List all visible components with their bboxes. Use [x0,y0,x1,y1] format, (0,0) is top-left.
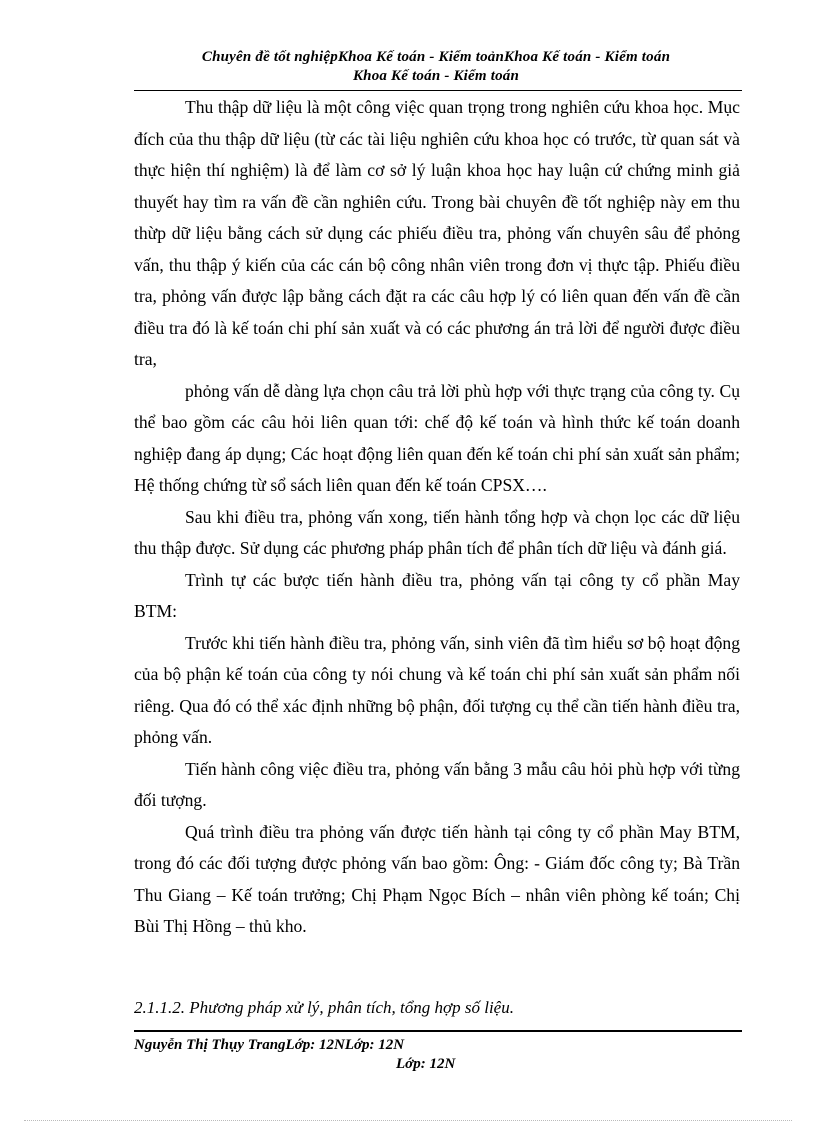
paragraph: phỏng vấn dễ dàng lựa chọn câu trả lời phù hợp với thực trạng của công ty. Cụ thể bao gồm các câu hỏi liên quan tới: chế độ kế toán và hình thức kế toán doanh nghiệp đang áp dụng; Các hoạt động liên quan đến kế toán chi phí sản xuất sản phẩm; Hệ thống chứng từ sổ sách liên quan đến kế toán CPSX…. [134,380,740,495]
section-heading: 2.1.1.2. Phương pháp xử lý, phân tích, tổng hợp số liệu. [134,998,514,1017]
page-header [130,48,742,86]
header-line-2: Khoa Kế toán - Kiểm toán [352,68,520,84]
paragraph: Quá trình điều tra phỏng vấn được tiến hành tại công ty cổ phần May BTM, trong đó các đối tượng được phỏng vấn bao gồm: Ông: - Giám đốc công ty; Bà Trần Thu Giang – Kế toán trưởng; Chị Phạm Ngọc Bích – nhân viên phòng kế toán; Chị Bùi Thị Hồng – thủ kho. [134,821,740,936]
paragraph: Thu thập dữ liệu là một công việc quan trọng trong nghiên cứu khoa học. Mục đích của thu thập dữ liệu (từ các tài liệu nghiên cứu khoa học có trước, từ quan sát và thực hiện thí nghiệm) là để làm cơ sở lý luận khoa học hay luận cứ chứng minh giả thuyết hay tìm ra vấn đề cần nghiên cứu. Trong bài chuyên đề tốt nghiệp này em thu thừp dữ liệu bằng cách sử dụng các phiếu điều tra, phỏng vấn chuyên sâu để phỏng vấn, thu thập ý kiến của các cán bộ công nhân viên trong đơn vị thực tập. Phiếu điều tra, phỏng vấn được lập bằng cách đặt ra các câu hợp lý có liên quan đến vấn đề cần điều tra đó là kế toán chi phí sản xuất và có các phương án trả lời để người được điều tra, [134,97,740,369]
footer-line-1: Nguyễn Thị Thụy TrangLớp: 12NLớp: 12N [134,1037,405,1053]
footer-rule [134,1030,742,1032]
paragraph: Trước khi tiến hành điều tra, phỏng vấn, sinh viên đã tìm hiểu sơ bộ hoạt động của bộ phận kế toán của công ty nói chung và kế toán chi phí sản xuất sản phẩm nối riêng. Qua đó có thể xác định những bộ phận, đối tượng cụ thể cần tiến hành điều tra, phỏng vấn. [134,632,740,747]
page-edge-divider [24,1120,792,1121]
header-line-1: Chuyên đề tốt nghiệpKhoa Kế toán - Kiểm toảnKhoa Kế toán - Kiểm toán [201,49,671,65]
paragraph: Sau khi điều tra, phỏng vấn xong, tiến hành tổng hợp và chọn lọc các dữ liệu thu thập được. Sử dụng các phương pháp phân tích để phân tích dữ liệu và đánh giá. [134,506,740,558]
footer-line-2: Lớp: 12N [396,1056,456,1072]
paragraph: Tiến hành công việc điều tra, phỏng vấn bằng 3 mẫu câu hỏi phù hợp với từng đối tượng. [134,758,740,810]
page-footer [134,1036,474,1074]
header-rule [134,90,742,91]
body-text [134,92,740,943]
paragraph: Trình tự các bược tiến hành điều tra, phỏng vấn tại công ty cổ phần May BTM: [134,569,740,621]
